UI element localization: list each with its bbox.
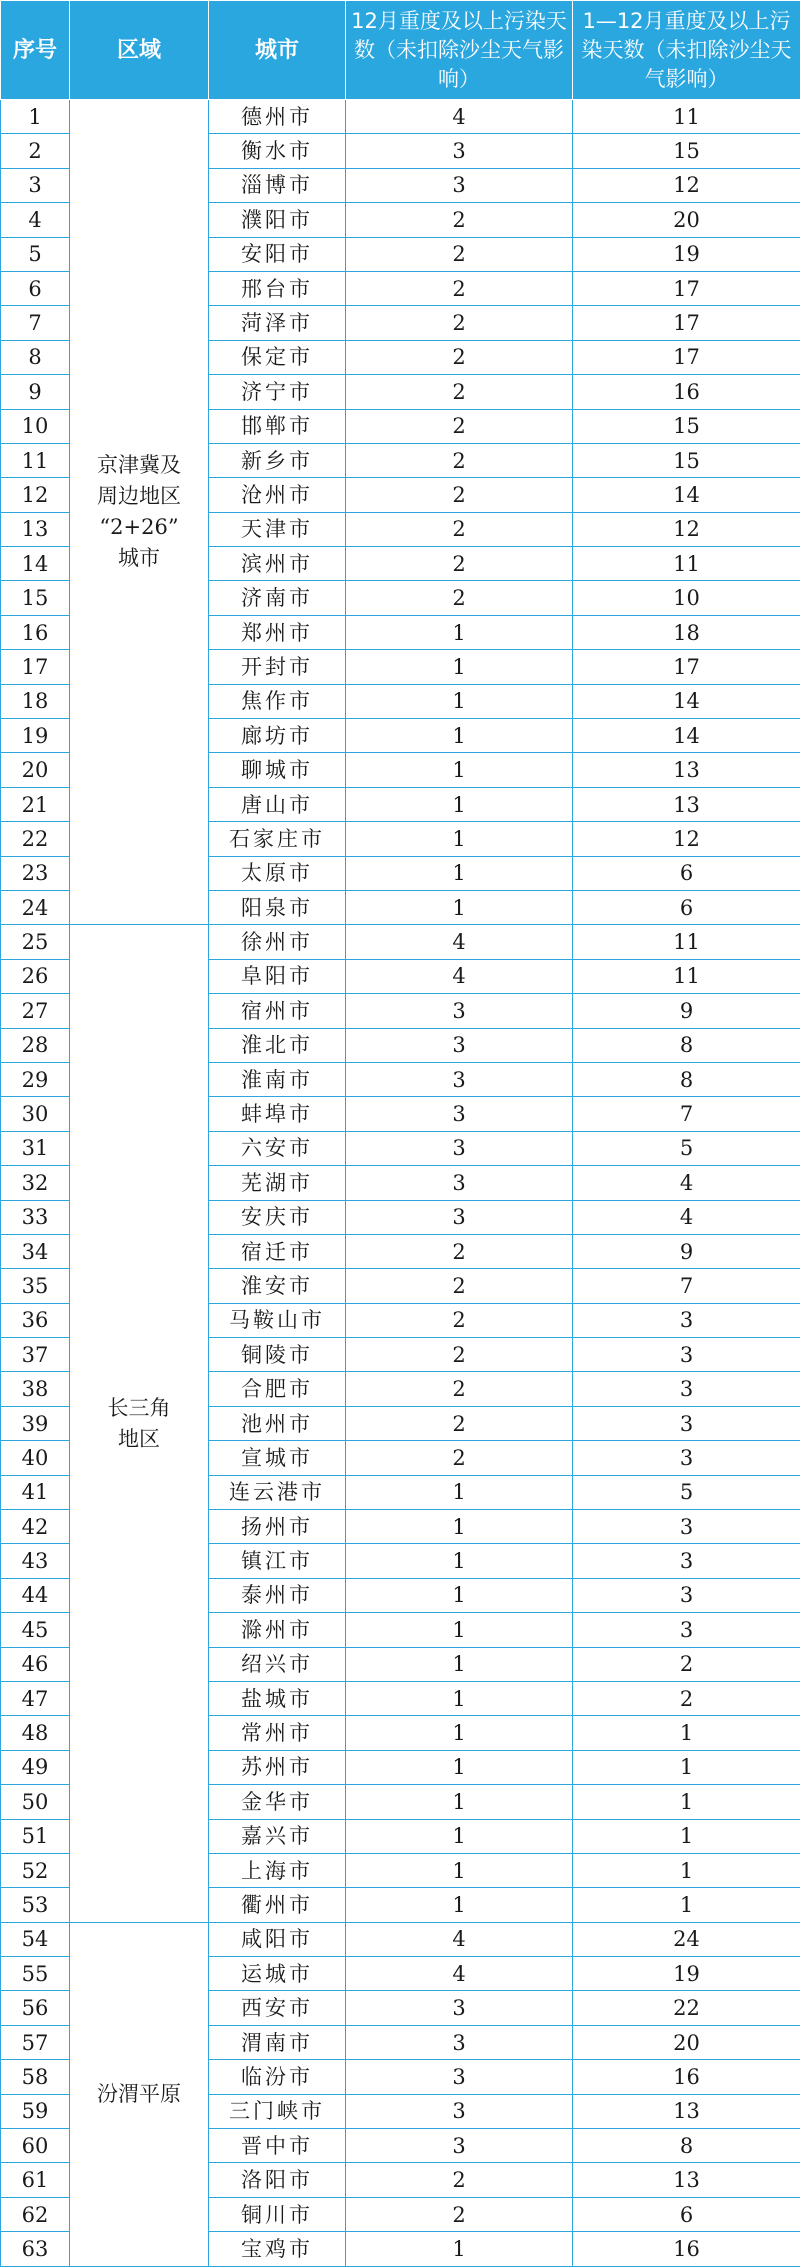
city-cell: 宣城市: [209, 1441, 346, 1475]
row-index-cell: 62: [1, 2197, 70, 2231]
city-cell: 晋中市: [209, 2129, 346, 2163]
annual-days-cell: 1: [573, 1853, 800, 1887]
table-body: [1, 100, 800, 2267]
city-cell: 邯郸市: [209, 409, 346, 443]
city-cell: 盐城市: [209, 1681, 346, 1715]
december-days-cell: 2: [346, 547, 573, 581]
annual-days-cell: 4: [573, 1166, 800, 1200]
city-cell: 宿迁市: [209, 1234, 346, 1268]
december-days-cell: 1: [346, 684, 573, 718]
row-index-cell: 46: [1, 1647, 70, 1681]
december-days-cell: 2: [346, 1406, 573, 1440]
december-days-cell: 3: [346, 1062, 573, 1096]
annual-days-cell: 20: [573, 2025, 800, 2059]
december-days-cell: 1: [346, 787, 573, 821]
row-index-cell: 59: [1, 2094, 70, 2128]
city-cell: 衢州市: [209, 1888, 346, 1922]
row-index-cell: 54: [1, 1922, 70, 1956]
city-cell: 铜陵市: [209, 1338, 346, 1372]
city-cell: 淄博市: [209, 168, 346, 202]
december-days-cell: 2: [346, 306, 573, 340]
city-cell: 马鞍山市: [209, 1303, 346, 1337]
december-days-cell: 2: [346, 1303, 573, 1337]
december-days-cell: 1: [346, 822, 573, 856]
row-index-cell: 32: [1, 1166, 70, 1200]
row-index-cell: 60: [1, 2129, 70, 2163]
december-days-cell: 1: [346, 890, 573, 924]
row-index-cell: 31: [1, 1131, 70, 1165]
row-index-cell: 50: [1, 1785, 70, 1819]
row-index-cell: 47: [1, 1681, 70, 1715]
annual-days-cell: 6: [573, 890, 800, 924]
december-days-cell: 2: [346, 2197, 573, 2231]
city-cell: 淮安市: [209, 1269, 346, 1303]
header-region: 区域: [70, 1, 209, 100]
december-days-cell: 1: [346, 615, 573, 649]
december-days-cell: 4: [346, 1922, 573, 1956]
row-index-cell: 58: [1, 2060, 70, 2094]
december-days-cell: 2: [346, 2163, 573, 2197]
annual-days-cell: 17: [573, 306, 800, 340]
annual-days-cell: 12: [573, 512, 800, 546]
december-days-cell: 2: [346, 409, 573, 443]
city-cell: 泰州市: [209, 1578, 346, 1612]
city-cell: 渭南市: [209, 2025, 346, 2059]
row-index-cell: 22: [1, 822, 70, 856]
december-days-cell: 2: [346, 512, 573, 546]
table-row: [1, 100, 800, 134]
december-days-cell: 1: [346, 1853, 573, 1887]
city-cell: 焦作市: [209, 684, 346, 718]
city-cell: 常州市: [209, 1716, 346, 1750]
annual-days-cell: 3: [573, 1372, 800, 1406]
city-cell: 滁州市: [209, 1613, 346, 1647]
row-index-cell: 48: [1, 1716, 70, 1750]
december-days-cell: 1: [346, 1716, 573, 1750]
annual-days-cell: 17: [573, 650, 800, 684]
city-cell: 安庆市: [209, 1200, 346, 1234]
december-days-cell: 2: [346, 1441, 573, 1475]
city-cell: 苏州市: [209, 1750, 346, 1784]
december-days-cell: 2: [346, 1372, 573, 1406]
annual-days-cell: 20: [573, 203, 800, 237]
city-cell: 铜川市: [209, 2197, 346, 2231]
annual-days-cell: 2: [573, 1647, 800, 1681]
city-cell: 宿州市: [209, 994, 346, 1028]
city-cell: 蚌埠市: [209, 1097, 346, 1131]
december-days-cell: 2: [346, 443, 573, 477]
december-days-cell: 3: [346, 134, 573, 168]
row-index-cell: 44: [1, 1578, 70, 1612]
annual-days-cell: 19: [573, 1957, 800, 1991]
row-index-cell: 28: [1, 1028, 70, 1062]
city-cell: 徐州市: [209, 925, 346, 959]
annual-days-cell: 13: [573, 2094, 800, 2128]
december-days-cell: 3: [346, 1200, 573, 1234]
row-index-cell: 14: [1, 547, 70, 581]
december-days-cell: 1: [346, 1681, 573, 1715]
region-cell: 汾渭平原: [70, 1922, 209, 2266]
row-index-cell: 63: [1, 2232, 70, 2266]
annual-days-cell: 10: [573, 581, 800, 615]
row-index-cell: 52: [1, 1853, 70, 1887]
december-days-cell: 1: [346, 650, 573, 684]
annual-days-cell: 14: [573, 684, 800, 718]
annual-days-cell: 1: [573, 1819, 800, 1853]
december-days-cell: 1: [346, 1647, 573, 1681]
row-index-cell: 56: [1, 1991, 70, 2025]
annual-days-cell: 15: [573, 409, 800, 443]
december-days-cell: 3: [346, 2094, 573, 2128]
annual-days-cell: 3: [573, 1338, 800, 1372]
annual-days-cell: 11: [573, 100, 800, 134]
december-days-cell: 2: [346, 1234, 573, 1268]
december-days-cell: 2: [346, 237, 573, 271]
city-cell: 池州市: [209, 1406, 346, 1440]
row-index-cell: 23: [1, 856, 70, 890]
row-index-cell: 18: [1, 684, 70, 718]
december-days-cell: 1: [346, 856, 573, 890]
row-index-cell: 1: [1, 100, 70, 134]
december-days-cell: 1: [346, 719, 573, 753]
december-days-cell: 3: [346, 2025, 573, 2059]
annual-days-cell: 9: [573, 994, 800, 1028]
december-days-cell: 4: [346, 959, 573, 993]
city-cell: 绍兴市: [209, 1647, 346, 1681]
december-days-cell: 4: [346, 100, 573, 134]
city-cell: 衡水市: [209, 134, 346, 168]
city-cell: 临汾市: [209, 2060, 346, 2094]
row-index-cell: 51: [1, 1819, 70, 1853]
row-index-cell: 15: [1, 581, 70, 615]
december-days-cell: 1: [346, 1785, 573, 1819]
december-days-cell: 1: [346, 1475, 573, 1509]
region-cell: 长三角 地区: [70, 925, 209, 1922]
row-index-cell: 2: [1, 134, 70, 168]
row-index-cell: 3: [1, 168, 70, 202]
december-days-cell: 1: [346, 1819, 573, 1853]
city-cell: 滨州市: [209, 547, 346, 581]
city-cell: 保定市: [209, 340, 346, 374]
row-index-cell: 16: [1, 615, 70, 649]
city-cell: 濮阳市: [209, 203, 346, 237]
row-index-cell: 30: [1, 1097, 70, 1131]
city-cell: 洛阳市: [209, 2163, 346, 2197]
table-row: [1, 1922, 800, 1956]
annual-days-cell: 14: [573, 478, 800, 512]
city-cell: 六安市: [209, 1131, 346, 1165]
city-cell: 嘉兴市: [209, 1819, 346, 1853]
row-index-cell: 19: [1, 719, 70, 753]
annual-days-cell: 11: [573, 959, 800, 993]
december-days-cell: 3: [346, 994, 573, 1028]
city-cell: 镇江市: [209, 1544, 346, 1578]
city-cell: 扬州市: [209, 1510, 346, 1544]
city-cell: 新乡市: [209, 443, 346, 477]
row-index-cell: 45: [1, 1613, 70, 1647]
annual-days-cell: 6: [573, 2197, 800, 2231]
december-days-cell: 3: [346, 2060, 573, 2094]
annual-days-cell: 3: [573, 1544, 800, 1578]
annual-days-cell: 8: [573, 1028, 800, 1062]
december-days-cell: 3: [346, 1028, 573, 1062]
row-index-cell: 6: [1, 271, 70, 305]
row-index-cell: 11: [1, 443, 70, 477]
annual-days-cell: 13: [573, 787, 800, 821]
annual-days-cell: 9: [573, 1234, 800, 1268]
header-row: [1, 1, 800, 100]
annual-days-cell: 2: [573, 1681, 800, 1715]
december-days-cell: 2: [346, 478, 573, 512]
annual-days-cell: 11: [573, 925, 800, 959]
december-days-cell: 2: [346, 340, 573, 374]
city-cell: 石家庄市: [209, 822, 346, 856]
city-cell: 开封市: [209, 650, 346, 684]
row-index-cell: 43: [1, 1544, 70, 1578]
annual-days-cell: 8: [573, 1062, 800, 1096]
row-index-cell: 4: [1, 203, 70, 237]
city-cell: 阜阳市: [209, 959, 346, 993]
row-index-cell: 57: [1, 2025, 70, 2059]
december-days-cell: 4: [346, 1957, 573, 1991]
region-cell: 京津冀及 周边地区 “2+26” 城市: [70, 100, 209, 925]
city-cell: 廊坊市: [209, 719, 346, 753]
annual-days-cell: 1: [573, 1716, 800, 1750]
city-cell: 聊城市: [209, 753, 346, 787]
annual-days-cell: 3: [573, 1303, 800, 1337]
header-index: 序号: [1, 1, 70, 100]
city-cell: 菏泽市: [209, 306, 346, 340]
city-cell: 运城市: [209, 1957, 346, 1991]
december-days-cell: 1: [346, 1750, 573, 1784]
table-header: [1, 1, 800, 100]
city-cell: 济宁市: [209, 375, 346, 409]
row-index-cell: 33: [1, 1200, 70, 1234]
city-cell: 济南市: [209, 581, 346, 615]
row-index-cell: 12: [1, 478, 70, 512]
row-index-cell: 42: [1, 1510, 70, 1544]
row-index-cell: 61: [1, 2163, 70, 2197]
december-days-cell: 3: [346, 168, 573, 202]
december-days-cell: 3: [346, 1131, 573, 1165]
row-index-cell: 37: [1, 1338, 70, 1372]
row-index-cell: 9: [1, 375, 70, 409]
annual-days-cell: 6: [573, 856, 800, 890]
december-days-cell: 3: [346, 1097, 573, 1131]
city-cell: 金华市: [209, 1785, 346, 1819]
december-days-cell: 1: [346, 1888, 573, 1922]
city-cell: 淮北市: [209, 1028, 346, 1062]
city-cell: 德州市: [209, 100, 346, 134]
city-cell: 芜湖市: [209, 1166, 346, 1200]
annual-days-cell: 1: [573, 1888, 800, 1922]
annual-days-cell: 7: [573, 1097, 800, 1131]
annual-days-cell: 3: [573, 1441, 800, 1475]
annual-days-cell: 24: [573, 1922, 800, 1956]
annual-days-cell: 15: [573, 134, 800, 168]
row-index-cell: 49: [1, 1750, 70, 1784]
header-city: 城市: [209, 1, 346, 100]
annual-days-cell: 16: [573, 375, 800, 409]
row-index-cell: 13: [1, 512, 70, 546]
december-days-cell: 3: [346, 1991, 573, 2025]
annual-days-cell: 3: [573, 1510, 800, 1544]
annual-days-cell: 3: [573, 1613, 800, 1647]
annual-days-cell: 22: [573, 1991, 800, 2025]
row-index-cell: 40: [1, 1441, 70, 1475]
city-cell: 咸阳市: [209, 1922, 346, 1956]
december-days-cell: 2: [346, 203, 573, 237]
header-december-days: 12月重度及以上污染天数（未扣除沙尘天气影响）: [346, 1, 573, 100]
city-cell: 合肥市: [209, 1372, 346, 1406]
row-index-cell: 27: [1, 994, 70, 1028]
city-cell: 唐山市: [209, 787, 346, 821]
row-index-cell: 8: [1, 340, 70, 374]
row-index-cell: 10: [1, 409, 70, 443]
row-index-cell: 39: [1, 1406, 70, 1440]
annual-days-cell: 15: [573, 443, 800, 477]
december-days-cell: 3: [346, 1166, 573, 1200]
row-index-cell: 21: [1, 787, 70, 821]
december-days-cell: 2: [346, 375, 573, 409]
december-days-cell: 1: [346, 1510, 573, 1544]
december-days-cell: 2: [346, 1338, 573, 1372]
row-index-cell: 5: [1, 237, 70, 271]
december-days-cell: 1: [346, 1613, 573, 1647]
december-days-cell: 2: [346, 581, 573, 615]
city-cell: 三门峡市: [209, 2094, 346, 2128]
header-annual-days: 1—12月重度及以上污染天数（未扣除沙尘天气影响）: [573, 1, 800, 100]
annual-days-cell: 3: [573, 1578, 800, 1612]
annual-days-cell: 17: [573, 271, 800, 305]
december-days-cell: 2: [346, 1269, 573, 1303]
row-index-cell: 17: [1, 650, 70, 684]
december-days-cell: 1: [346, 1544, 573, 1578]
annual-days-cell: 13: [573, 2163, 800, 2197]
row-index-cell: 35: [1, 1269, 70, 1303]
december-days-cell: 4: [346, 925, 573, 959]
city-cell: 邢台市: [209, 271, 346, 305]
december-days-cell: 2: [346, 271, 573, 305]
annual-days-cell: 5: [573, 1475, 800, 1509]
row-index-cell: 34: [1, 1234, 70, 1268]
annual-days-cell: 1: [573, 1750, 800, 1784]
row-index-cell: 7: [1, 306, 70, 340]
city-cell: 西安市: [209, 1991, 346, 2025]
annual-days-cell: 8: [573, 2129, 800, 2163]
annual-days-cell: 17: [573, 340, 800, 374]
annual-days-cell: 5: [573, 1131, 800, 1165]
row-index-cell: 25: [1, 925, 70, 959]
city-cell: 安阳市: [209, 237, 346, 271]
row-index-cell: 55: [1, 1957, 70, 1991]
city-cell: 太原市: [209, 856, 346, 890]
row-index-cell: 24: [1, 890, 70, 924]
december-days-cell: 1: [346, 753, 573, 787]
row-index-cell: 36: [1, 1303, 70, 1337]
annual-days-cell: 13: [573, 753, 800, 787]
row-index-cell: 41: [1, 1475, 70, 1509]
december-days-cell: 1: [346, 2232, 573, 2266]
annual-days-cell: 1: [573, 1785, 800, 1819]
row-index-cell: 38: [1, 1372, 70, 1406]
city-cell: 沧州市: [209, 478, 346, 512]
annual-days-cell: 12: [573, 822, 800, 856]
city-cell: 天津市: [209, 512, 346, 546]
annual-days-cell: 19: [573, 237, 800, 271]
december-days-cell: 3: [346, 2129, 573, 2163]
row-index-cell: 53: [1, 1888, 70, 1922]
december-days-cell: 1: [346, 1578, 573, 1612]
annual-days-cell: 12: [573, 168, 800, 202]
city-cell: 宝鸡市: [209, 2232, 346, 2266]
annual-days-cell: 18: [573, 615, 800, 649]
annual-days-cell: 7: [573, 1269, 800, 1303]
annual-days-cell: 11: [573, 547, 800, 581]
row-index-cell: 26: [1, 959, 70, 993]
row-index-cell: 29: [1, 1062, 70, 1096]
city-cell: 郑州市: [209, 615, 346, 649]
city-cell: 阳泉市: [209, 890, 346, 924]
table-row: [1, 925, 800, 959]
annual-days-cell: 16: [573, 2060, 800, 2094]
city-cell: 连云港市: [209, 1475, 346, 1509]
row-index-cell: 20: [1, 753, 70, 787]
city-cell: 上海市: [209, 1853, 346, 1887]
annual-days-cell: 14: [573, 719, 800, 753]
annual-days-cell: 3: [573, 1406, 800, 1440]
city-cell: 淮南市: [209, 1062, 346, 1096]
annual-days-cell: 4: [573, 1200, 800, 1234]
annual-days-cell: 16: [573, 2232, 800, 2266]
